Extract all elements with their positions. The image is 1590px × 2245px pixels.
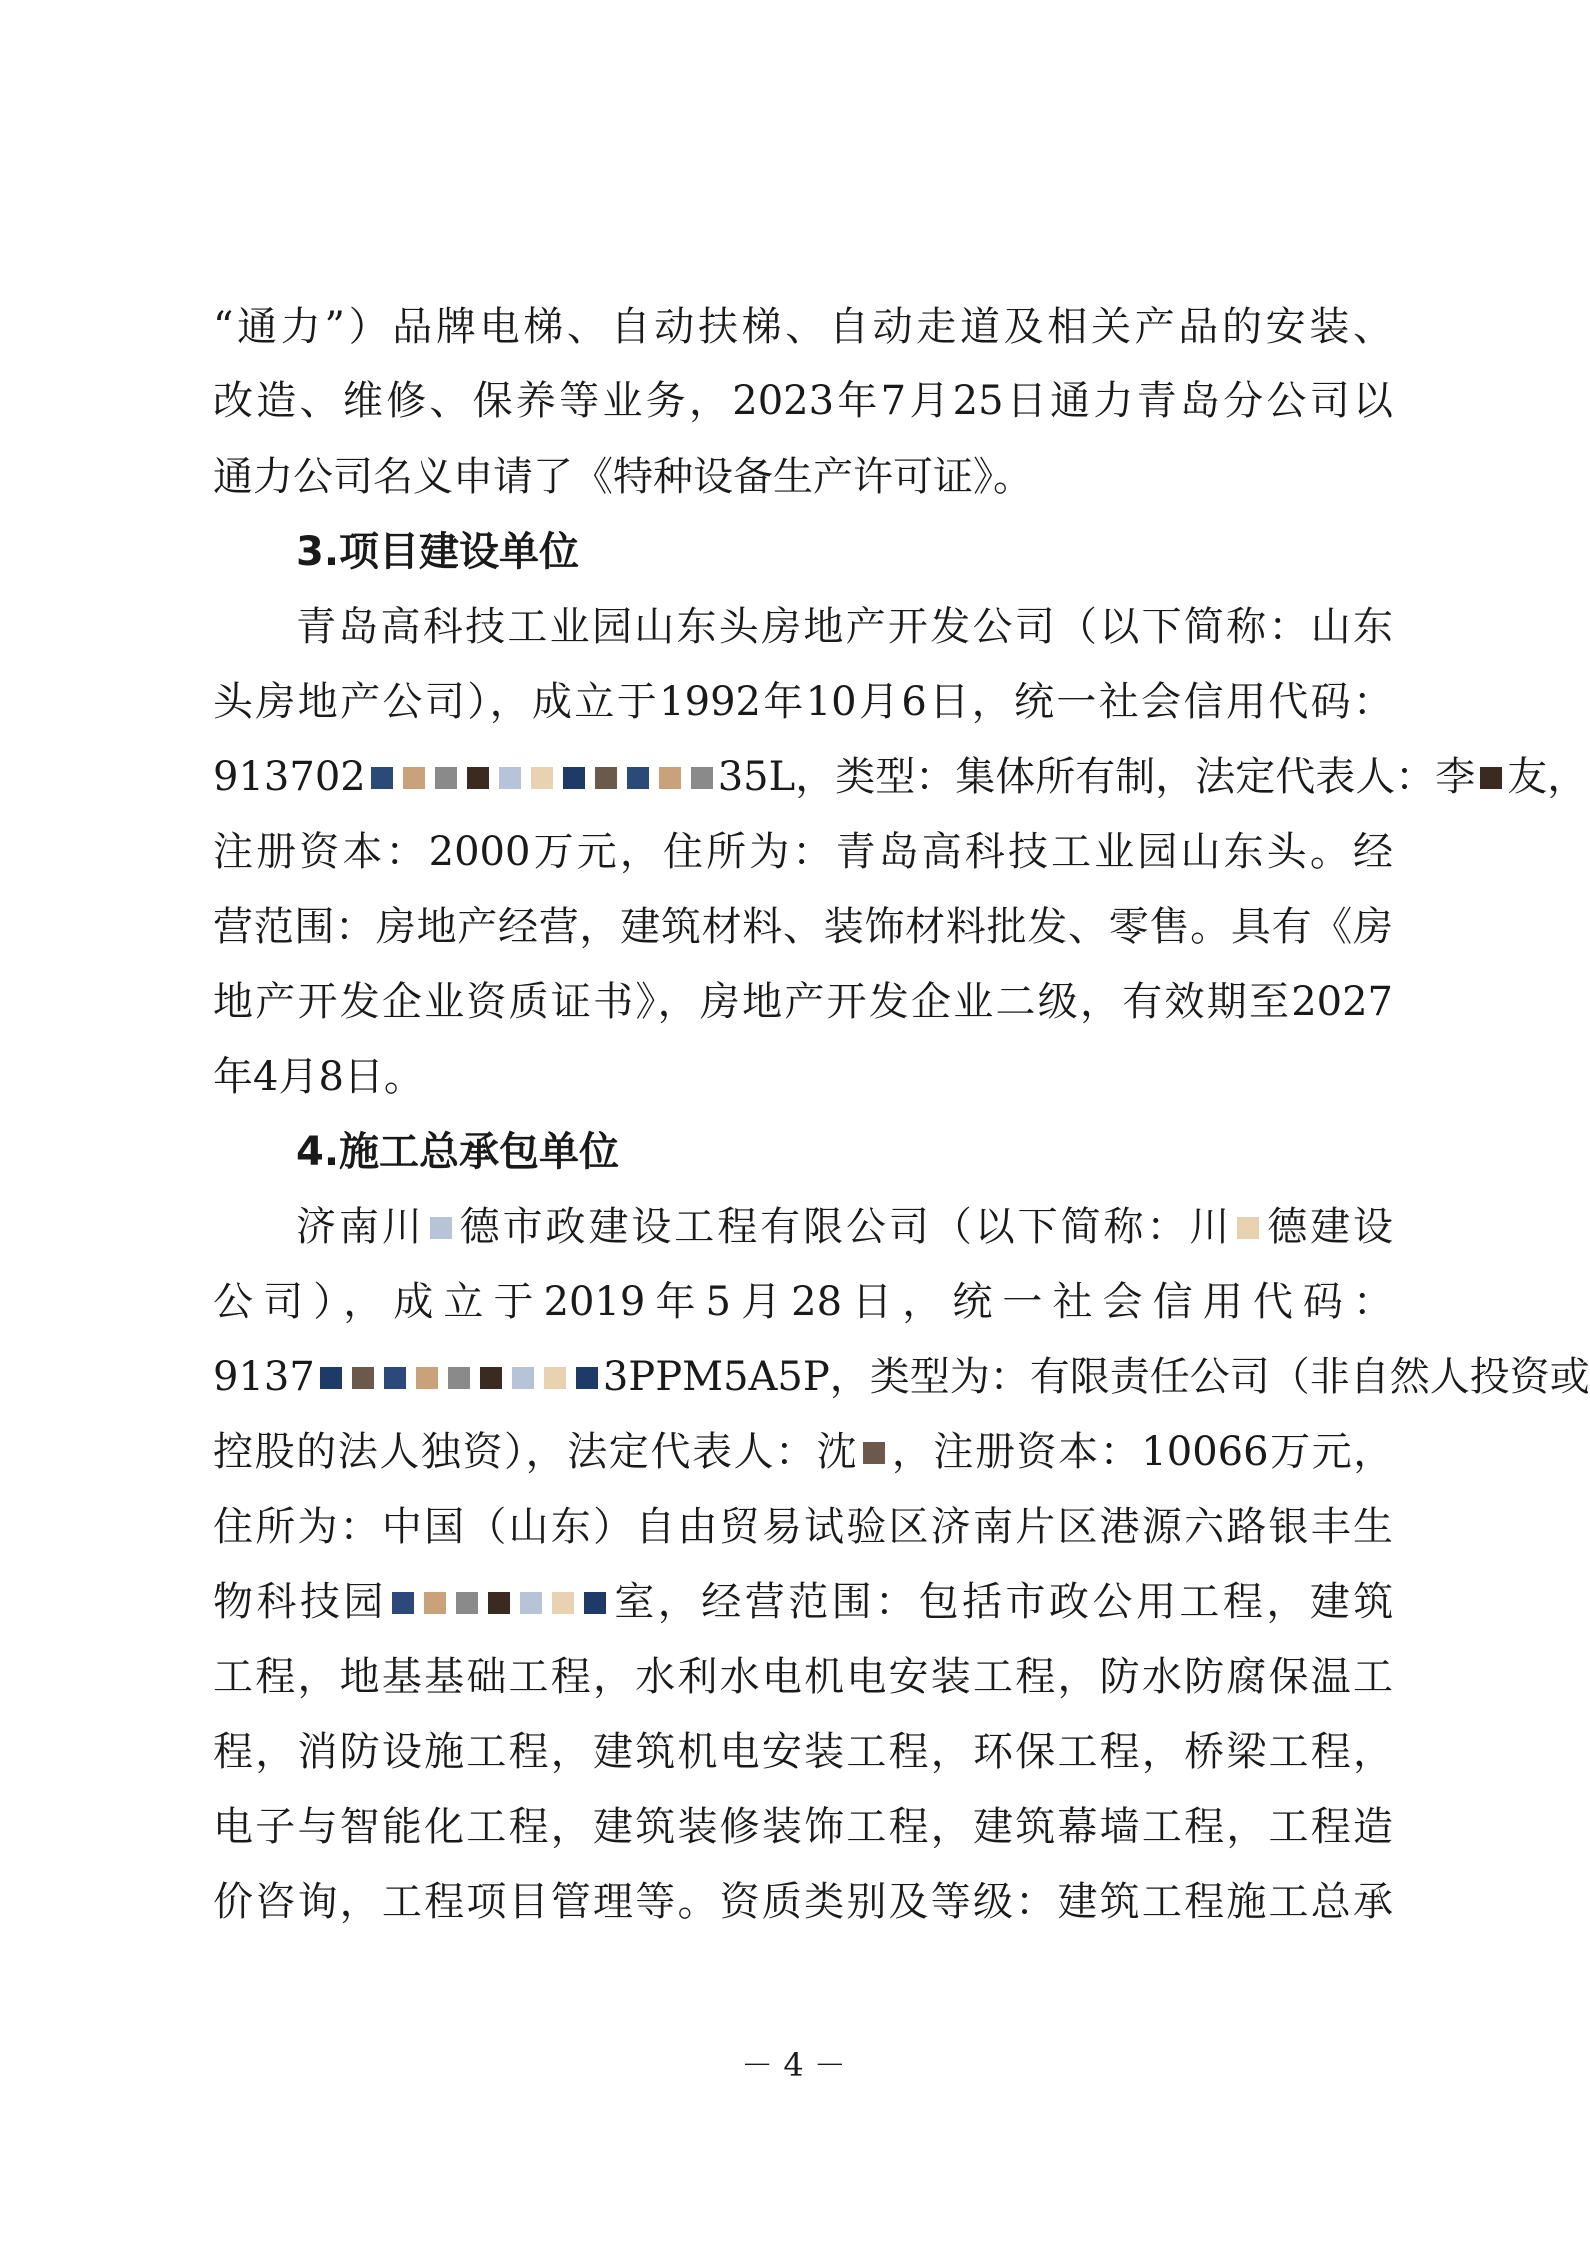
redaction-mark: [371, 767, 393, 789]
redaction-mark: [488, 1592, 510, 1614]
section-heading: 3.项目建设单位: [296, 529, 580, 575]
paragraph-line: 程，消防设施工程，建筑机电安装工程，环保工程，桥梁工程，: [213, 1729, 1393, 1775]
redaction-mark: [392, 1592, 414, 1614]
redaction-mark: [467, 767, 489, 789]
paragraph-line: 青岛高科技工业园山东头房地产开发公司（以下简称：山东: [296, 604, 1393, 650]
redaction-mark: [520, 1592, 542, 1614]
redaction-mark: [456, 1592, 478, 1614]
redaction-mark: [1237, 1217, 1259, 1239]
redaction-mark: [595, 767, 617, 789]
redaction-mark: [1480, 767, 1502, 789]
paragraph-line: 年4月8日。: [213, 1054, 424, 1100]
redaction-mark: [576, 1367, 598, 1389]
paragraph-line: 913702 35L，类型：集体所有制，法定代表人：李 友，: [213, 754, 1588, 800]
redaction-mark: [552, 1592, 574, 1614]
paragraph-line: 头房地产公司），成立于1992年10月6日，统一社会信用代码：: [213, 679, 1393, 725]
paragraph-line: 注册资本：2000万元，住所为：青岛高科技工业园山东头。经: [213, 829, 1393, 875]
redaction-mark: [320, 1367, 342, 1389]
redaction-mark: [863, 1442, 885, 1464]
redaction-mark: [499, 767, 521, 789]
redaction-mark: [544, 1367, 566, 1389]
section-heading: 4.施工总承包单位: [296, 1129, 620, 1175]
redaction-mark: [627, 767, 649, 789]
page-number: － 4 －: [741, 2046, 846, 2084]
paragraph-line: 价咨询，工程项目管理等。资质类别及等级：建筑工程施工总承: [213, 1879, 1393, 1925]
paragraph-line: “通力”）品牌电梯、自动扶梯、自动走道及相关产品的安装、: [213, 304, 1393, 350]
paragraph-line: 济南川 德市政建设工程有限公司（以下简称：川 德建设: [296, 1204, 1394, 1250]
paragraph-line: 改造、维修、保养等业务，2023年7月25日通力青岛分公司以: [213, 378, 1393, 424]
redaction-mark: [448, 1367, 470, 1389]
paragraph-line: 营范围：房地产经营，建筑材料、装饰材料批发、零售。具有《房: [213, 904, 1393, 950]
redaction-mark: [416, 1367, 438, 1389]
paragraph-line: 电子与智能化工程，建筑装修装饰工程，建筑幕墙工程，工程造: [213, 1804, 1393, 1850]
paragraph-line: 住所为：中国（山东）自由贸易试验区济南片区港源六路银丰生: [213, 1504, 1393, 1550]
redaction-mark: [659, 767, 681, 789]
redaction-mark: [531, 767, 553, 789]
redaction-mark: [584, 1592, 606, 1614]
paragraph-line: 通力公司名义申请了《特种设备生产许可证》。: [213, 454, 1033, 500]
redaction-mark: [480, 1367, 502, 1389]
redaction-mark: [384, 1367, 406, 1389]
redaction-mark: [424, 1592, 446, 1614]
paragraph-line: 物科技园 室，经营范围：包括市政公用工程，建筑: [213, 1579, 1394, 1625]
paragraph-line: 地产开发企业资质证书》，房地产开发企业二级，有效期至2027: [213, 979, 1393, 1025]
redaction-mark: [435, 767, 457, 789]
paragraph-line: 工程，地基基础工程，水利水电机电安装工程，防水防腐保温工: [213, 1654, 1393, 1700]
redaction-mark: [691, 767, 713, 789]
paragraph-line: 公司），成立于2019年5月28日，统一社会信用代码：: [213, 1279, 1393, 1325]
redaction-mark: [430, 1217, 452, 1239]
redaction-mark: [512, 1367, 534, 1389]
redaction-mark: [563, 767, 585, 789]
paragraph-line: 9137 3PPM5A5P，类型为：有限责任公司（非自然人投资或: [213, 1354, 1590, 1400]
redaction-mark: [352, 1367, 374, 1389]
redaction-mark: [403, 767, 425, 789]
paragraph-line: 控股的法人独资），法定代表人：沈 ，注册资本：10066万元，: [213, 1429, 1394, 1475]
